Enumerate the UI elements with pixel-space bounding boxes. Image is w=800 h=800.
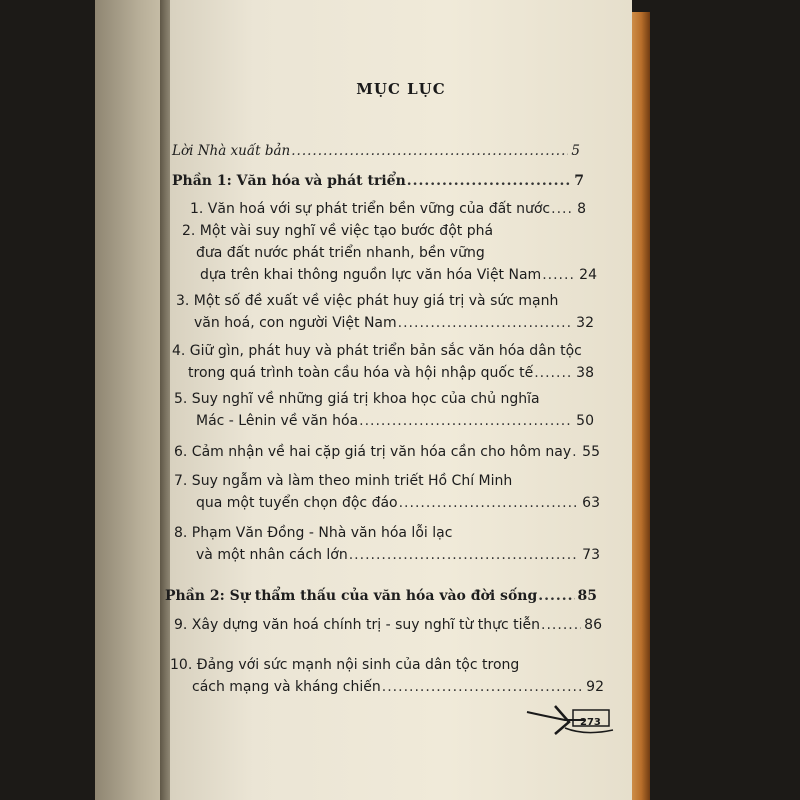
toc-page: 7 [574, 173, 584, 189]
toc-page: 63 [582, 495, 600, 511]
toc-page: 55 [582, 444, 600, 460]
toc-entry-10: 10. Đảng với sức mạnh nội sinh của dân tộc trong cách mạng và kháng chiến ..... 92 [170, 654, 604, 698]
toc-entry-3: 3. Một số đề xuất về việc phát huy giá trị và sức mạnh văn hoá, con người Việt Nam ..... 32 [176, 290, 594, 334]
toc-page: 50 [576, 413, 594, 429]
toc-entry-5: 5. Suy nghĩ về những giá trị khoa học của chủ nghĩa Mác - Lênin về văn hóa ..... 50 [174, 388, 594, 432]
toc-page: 86 [584, 617, 602, 633]
toc-entry-6: 6. Cảm nhận về hai cặp giá trị văn hóa cần cho hôm nay ..... 55 [174, 441, 600, 463]
page-number: 273 [580, 717, 601, 728]
toc-title: MỤC LỤC [356, 80, 446, 98]
toc-page: 73 [582, 547, 600, 563]
toc-page: 38 [576, 365, 594, 381]
toc-page: 24 [579, 267, 597, 283]
toc-entry-1: 1. Văn hoá với sự phát triển bền vững của đất nước ..... 8 [190, 198, 586, 220]
toc-page: 32 [576, 315, 594, 331]
toc-page: 5 [571, 143, 580, 159]
toc-entry-7: 7. Suy ngẫm và làm theo minh triết Hồ Chí Minh qua một tuyển chọn độc đáo ..... 63 [174, 470, 600, 514]
toc-page: 8 [577, 201, 586, 217]
toc-entry-9: 9. Xây dựng văn hoá chính trị - suy nghĩ từ thực tiễn ..... 86 [174, 614, 602, 636]
toc-entry-4: 4. Giữ gìn, phát huy và phát triển bản sắc văn hóa dân tộc trong quá trình toàn cầu hóa và hội nhập quốc tế ..... 38 [172, 340, 594, 384]
book-page [165, 0, 632, 800]
toc-page: 85 [577, 588, 597, 604]
toc-entry-8: 8. Phạm Văn Đồng - Nhà văn hóa lỗi lạc và một nhân cách lớn ..... 73 [174, 522, 600, 566]
toc-part-1: Phần 1: Văn hóa và phát triển ..... 7 [172, 170, 584, 192]
toc-part-2: Phần 2: Sự thẩm thấu của văn hóa vào đời sống ..... 85 [165, 585, 597, 607]
page-ornament-icon [525, 702, 617, 738]
toc-page: 92 [586, 679, 604, 695]
toc-entry-2: 2. Một vài suy nghĩ về việc tạo bước đột phá đưa đất nước phát triển nhanh, bền vững dựa trên khai thông nguồn lực văn hóa Việt Nam ..... 24 [182, 220, 597, 286]
toc-entry-preface: Lời Nhà xuất bản ..... 5 [172, 140, 580, 162]
